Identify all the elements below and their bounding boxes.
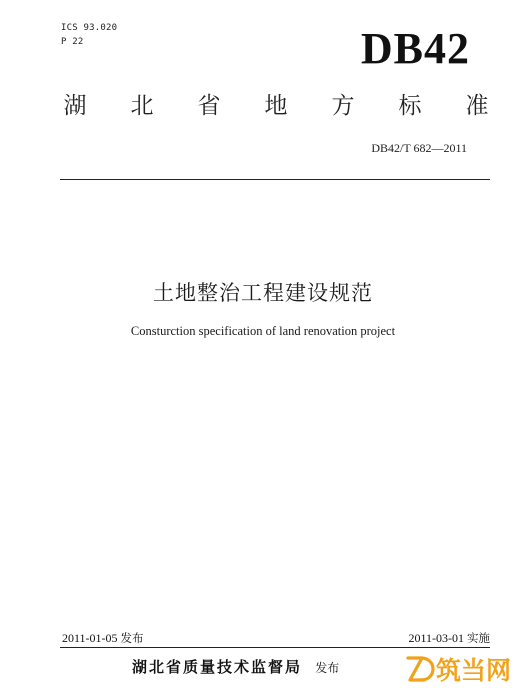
document-title-english: Consturction specification of land renovation project [130,324,396,338]
bottom-divider [60,647,490,648]
implement-date [300,630,490,646]
issue-date-value: 2011-01-05 [62,631,118,645]
ccs-code: P 22 [61,37,84,47]
standard-code-logo: DB42 [360,24,470,73]
standard-number: DB42/T 682—2011 [371,141,467,155]
implement-date-label: 实施 [467,631,490,645]
local-standard-char: 北 [130,93,154,119]
watermark-emblem-icon [408,658,433,680]
local-standard-char: 准 [465,93,489,119]
issue-date-label: 发布 [120,631,144,645]
local-standard-char: 标 [398,93,422,119]
top-divider [60,179,490,180]
document-title-chinese: 土地整治工程建设规范 [153,281,373,305]
implement-date-value: 2011-03-01 [408,631,464,645]
zhulidang-watermark-logo [404,650,522,688]
issuer-name: 湖北省质量技术监督局 [132,658,303,676]
local-standard-char: 地 [264,93,288,119]
watermark-text: 筑当网 [436,656,512,685]
issuing-authority [132,656,372,677]
local-standard-char: 湖 [63,93,87,119]
local-standard-char: 省 [197,93,221,119]
local-standard-heading [62,90,490,122]
ics-code: ICS 93.020 [61,23,118,33]
issue-date [62,630,144,646]
issuer-suffix: 发布 [315,661,340,675]
local-standard-char: 方 [331,93,355,119]
